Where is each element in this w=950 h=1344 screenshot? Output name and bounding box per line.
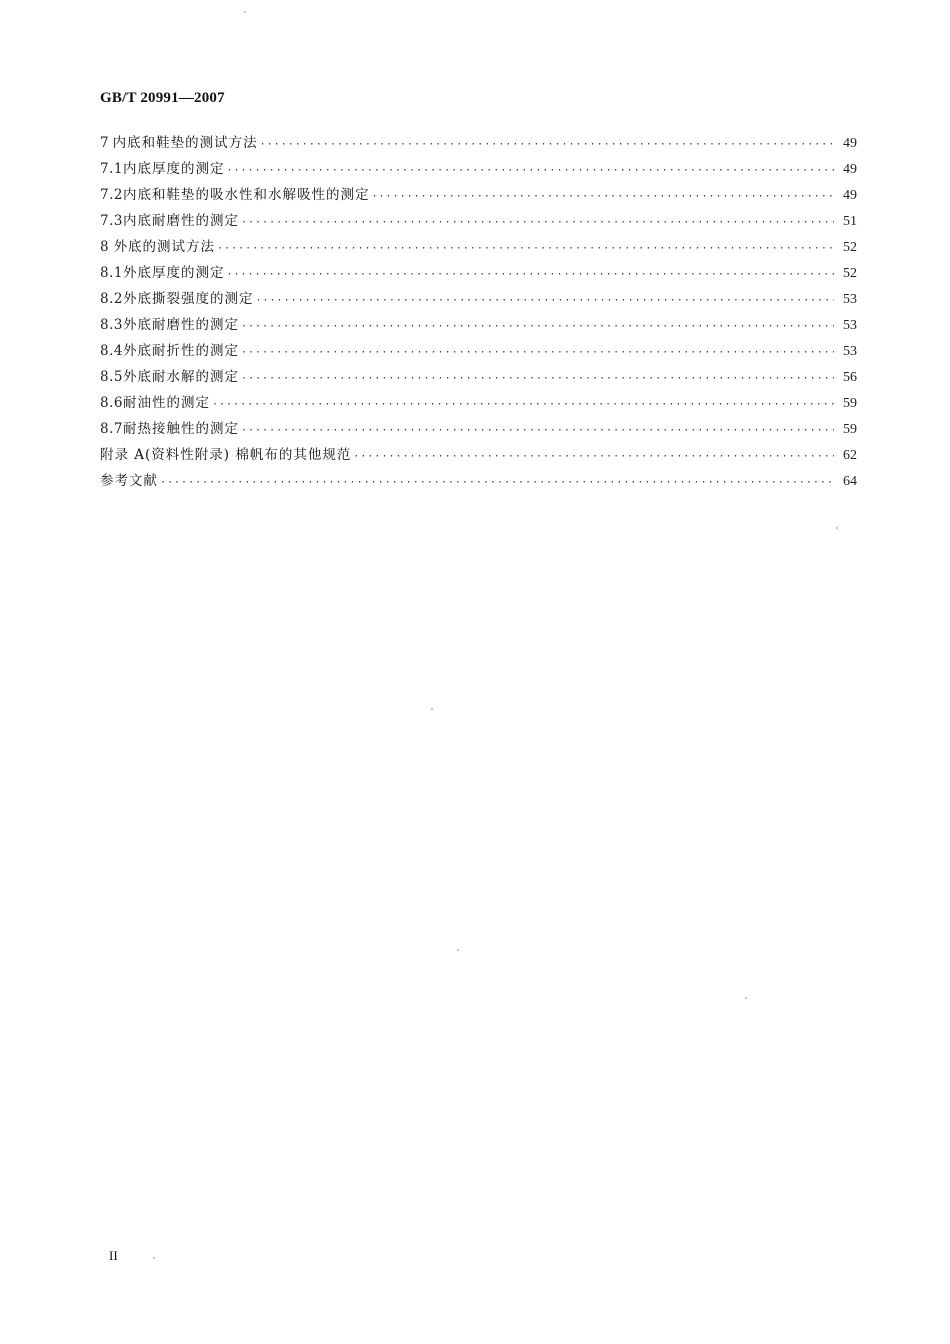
toc-entry-page: 49: [843, 136, 857, 151]
toc-entry[interactable]: [100, 312, 857, 338]
toc-entry[interactable]: [100, 156, 857, 182]
toc-entry-title: 附录 A(资料性附录) 棉帆布的其他规范: [100, 447, 352, 463]
scan-speck: [457, 949, 459, 951]
toc-entry-references[interactable]: [100, 468, 857, 494]
toc-entry-page: 64: [843, 474, 857, 489]
toc-entry[interactable]: [100, 130, 857, 156]
toc-entry-page: 59: [843, 422, 857, 437]
toc-entry-number: 8.7: [100, 421, 123, 437]
toc-entry-title: 外底耐水解的测定: [122, 369, 239, 385]
toc-entry-page: 62: [843, 448, 857, 463]
toc-entry-page: 52: [843, 240, 857, 255]
toc-entry-page: 56: [843, 370, 857, 385]
scan-speck: [836, 527, 838, 529]
toc-entry-number: 8: [100, 239, 110, 255]
page-number-footer: II: [109, 1248, 118, 1263]
toc-entry[interactable]: [100, 182, 857, 208]
toc-entry-title: 内底和鞋垫的测试方法: [112, 135, 258, 151]
toc-entry-page: 59: [843, 396, 857, 411]
toc-dot-leader: [212, 392, 834, 418]
toc-dot-leader: [371, 184, 834, 210]
scan-speck: [431, 708, 433, 710]
toc-entry-number: 8.5: [100, 369, 123, 385]
toc-entry-title: 内底厚度的测定: [122, 161, 225, 177]
toc-entry-page: 51: [843, 214, 857, 229]
table-of-contents: [100, 130, 857, 494]
toc-entry[interactable]: [100, 390, 857, 416]
toc-entry-number: 7.1: [100, 161, 123, 177]
toc-dot-leader: [226, 158, 834, 184]
scan-speck: [745, 997, 747, 999]
toc-entry-number: 8.4: [100, 343, 123, 359]
toc-entry[interactable]: [100, 416, 857, 442]
toc-entry[interactable]: [100, 260, 857, 286]
toc-entry-title: 外底厚度的测定: [122, 265, 225, 281]
toc-dot-leader: [260, 132, 834, 158]
toc-entry-title: 内底耐磨性的测定: [122, 213, 239, 229]
toc-entry-title: 外底的测试方法: [113, 239, 216, 255]
toc-entry-title: 耐油性的测定: [122, 395, 210, 411]
toc-dot-leader: [160, 470, 834, 496]
toc-entry-page: 49: [843, 188, 857, 203]
toc-entry-number: 7.2: [100, 187, 123, 203]
toc-dot-leader: [241, 366, 834, 392]
toc-entry-page: 53: [843, 318, 857, 333]
toc-dot-leader: [255, 288, 834, 314]
toc-entry-number: 7.3: [100, 213, 123, 229]
toc-dot-leader: [217, 236, 834, 262]
toc-entry-title: 耐热接触性的测定: [122, 421, 239, 437]
toc-entry[interactable]: [100, 286, 857, 312]
toc-entry-number: 8.2: [100, 291, 123, 307]
toc-dot-leader: [241, 340, 834, 366]
toc-entry-page: 53: [843, 344, 857, 359]
toc-entry-title: 外底撕裂强度的测定: [122, 291, 254, 307]
toc-dot-leader: [241, 418, 834, 444]
toc-dot-leader: [353, 444, 834, 470]
toc-entry-appendix[interactable]: [100, 442, 857, 468]
toc-entry-page: 49: [843, 162, 857, 177]
toc-entry-page: 52: [843, 266, 857, 281]
toc-entry-number: 8.6: [100, 395, 123, 411]
toc-dot-leader: [241, 314, 834, 340]
scan-speck: [153, 1257, 155, 1259]
toc-entry-title: 内底和鞋垫的吸水性和水解吸性的测定: [122, 187, 370, 203]
toc-entry[interactable]: [100, 364, 857, 390]
toc-dot-leader: [241, 210, 834, 236]
toc-dot-leader: [226, 262, 834, 288]
toc-entry-title: 外底耐折性的测定: [122, 343, 239, 359]
toc-entry[interactable]: [100, 234, 857, 260]
toc-entry-title: 参考文献: [100, 473, 158, 489]
standard-number-header: GB/T 20991—2007: [100, 90, 225, 106]
toc-entry-number: 8.1: [100, 265, 123, 281]
toc-entry-number: 7: [100, 135, 110, 151]
toc-entry[interactable]: [100, 338, 857, 364]
scan-speck: [244, 11, 246, 13]
toc-entry-number: 8.3: [100, 317, 123, 333]
toc-entry[interactable]: [100, 208, 857, 234]
toc-entry-title: 外底耐磨性的测定: [122, 317, 239, 333]
toc-entry-page: 53: [843, 292, 857, 307]
